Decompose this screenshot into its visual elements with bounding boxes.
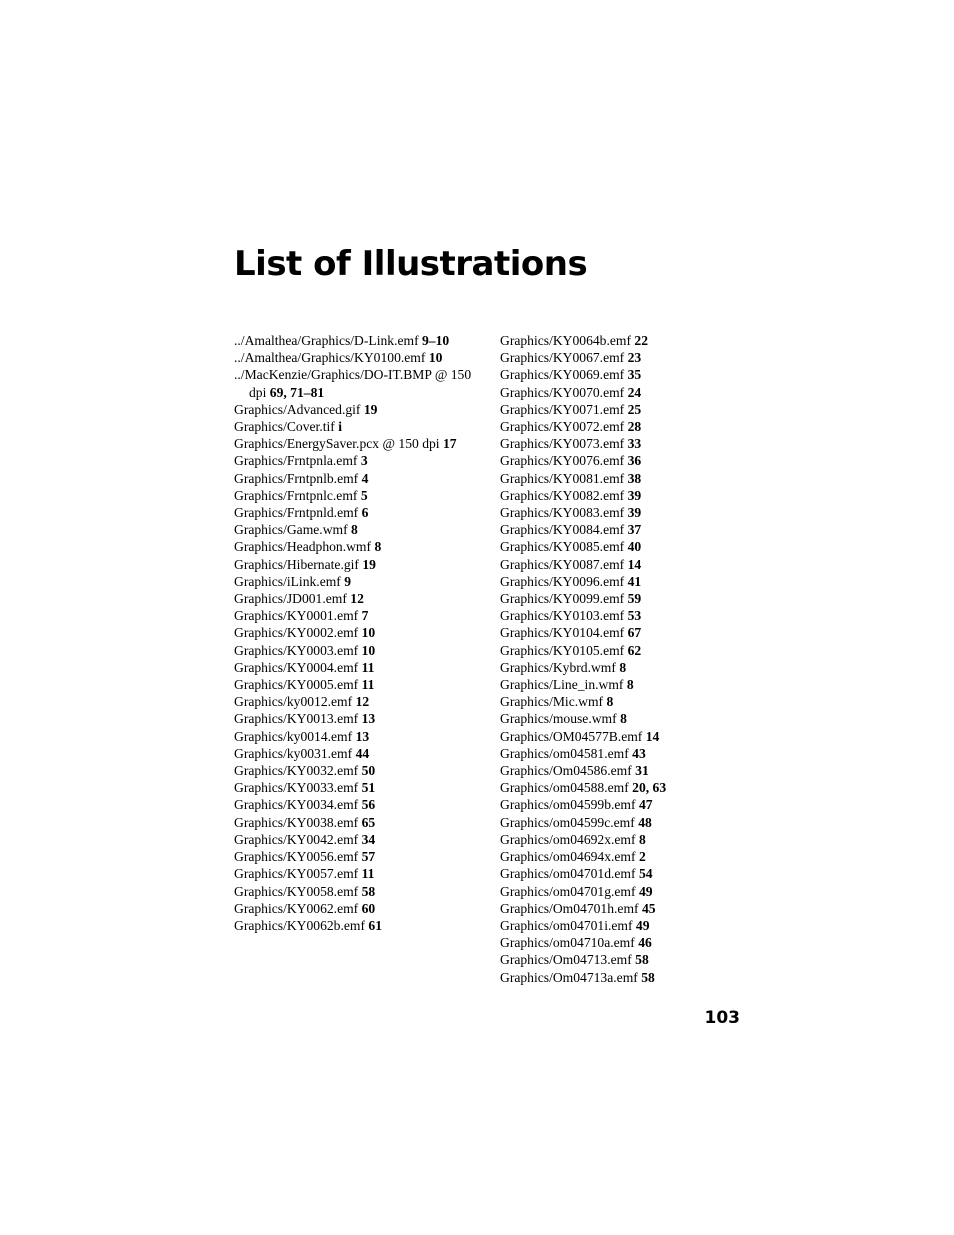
index-entry <box>500 900 740 917</box>
entry-filename: Graphics/om04599c.emf <box>500 814 635 830</box>
entry-page-reference: 48 <box>638 814 652 830</box>
entry-page-reference: 19 <box>362 556 376 572</box>
entry-page-reference: 25 <box>627 401 642 417</box>
entry-page-reference: 58 <box>641 969 655 985</box>
index-entry <box>500 504 740 521</box>
index-entry <box>500 951 740 968</box>
entry-filename: Graphics/KY0057.emf <box>234 866 359 882</box>
entry-filename: Graphics/Kybrd.wmf <box>500 659 616 675</box>
entry-page-reference: 35 <box>627 367 642 383</box>
entry-filename: Graphics/KY0042.emf <box>234 831 359 847</box>
entry-filename: Graphics/EnergySaver.pcx @ 150 dpi <box>234 436 440 452</box>
index-entry <box>500 814 740 831</box>
entry-filename: Graphics/om04701i.emf <box>500 917 633 933</box>
entry-page-reference: 41 <box>627 573 642 589</box>
entry-filename: Graphics/om04701d.emf <box>500 866 636 882</box>
index-entry <box>234 659 484 676</box>
entry-page-reference: 37 <box>627 522 642 538</box>
entry-page-reference: 5 <box>360 487 368 503</box>
entry-page-reference: 40 <box>627 539 642 555</box>
entry-page-reference: 59 <box>627 591 642 607</box>
index-entry <box>234 814 484 831</box>
index-entry <box>234 917 484 934</box>
entry-page-reference: 69, 71–81 <box>269 384 325 400</box>
entry-filename: Graphics/om04588.emf <box>500 780 629 796</box>
entry-page-reference: 10 <box>361 642 376 658</box>
entry-filename: Graphics/KY0087.emf <box>500 556 625 572</box>
entry-filename: Graphics/KY0073.emf <box>500 436 625 452</box>
entry-filename: Graphics/JD001.emf <box>234 591 347 607</box>
entry-filename: Graphics/KY0082.emf <box>500 487 625 503</box>
entry-filename: Graphics/KY0003.emf <box>234 642 359 658</box>
entry-page-reference: 53 <box>627 608 642 624</box>
entry-filename: Graphics/Frntpnld.emf <box>234 505 359 521</box>
index-entry <box>234 418 484 435</box>
index-entry <box>500 642 740 659</box>
index-entry <box>500 607 740 624</box>
entry-page-reference: 13 <box>361 711 376 727</box>
entry-filename: Graphics/KY0001.emf <box>234 608 359 624</box>
entry-page-reference: 8 <box>606 694 614 710</box>
entry-filename: Graphics/KY0058.emf <box>234 883 359 899</box>
index-entry <box>500 418 740 435</box>
entry-page-reference: 24 <box>627 384 642 400</box>
index-entry <box>500 332 740 349</box>
entry-page-reference: 10 <box>361 625 376 641</box>
entry-filename: Graphics/KY0069.emf <box>500 367 625 383</box>
entry-page-reference: 7 <box>361 608 369 624</box>
index-entry <box>500 676 740 693</box>
entry-page-reference: 2 <box>638 849 646 865</box>
entry-page-reference: 47 <box>638 797 653 813</box>
entry-filename: Graphics/KY0062.emf <box>234 900 359 916</box>
index-entry <box>500 969 740 986</box>
index-entry <box>234 401 484 418</box>
entry-page-reference: 19 <box>363 401 378 417</box>
entry-page-reference: 23 <box>627 350 642 366</box>
entry-page-reference: 4 <box>361 470 369 486</box>
index-entry <box>500 728 740 745</box>
entry-filename: Graphics/Headphon.wmf <box>234 539 372 555</box>
entry-filename: Graphics/KY0032.emf <box>234 763 359 779</box>
index-entry <box>234 796 484 813</box>
entry-filename: Graphics/om04692x.emf <box>500 831 636 847</box>
index-entry <box>234 710 484 727</box>
entry-page-reference: 28 <box>627 419 642 435</box>
entry-page-reference: 6 <box>361 505 369 521</box>
entry-filename: Graphics/Frntpnla.emf <box>234 453 358 469</box>
entry-page-reference: 58 <box>361 883 376 899</box>
page-title: List of Illustrations <box>234 244 588 284</box>
entry-filename: Graphics/KY0056.emf <box>234 849 359 865</box>
entry-page-reference: 56 <box>361 797 376 813</box>
index-entry <box>234 693 484 710</box>
entry-filename: Graphics/KY0081.emf <box>500 470 625 486</box>
entry-page-reference: 14 <box>645 728 660 744</box>
entry-page-reference: 8 <box>626 677 634 693</box>
entry-page-reference: 54 <box>638 866 653 882</box>
entry-filename: ../Amalthea/Graphics/D-Link.emf <box>234 333 419 348</box>
index-entry <box>234 900 484 917</box>
entry-page-reference: 11 <box>361 659 375 675</box>
entry-filename: Graphics/KY0034.emf <box>234 797 359 813</box>
index-entry <box>500 470 740 487</box>
entry-filename: Graphics/KY0103.emf <box>500 608 625 624</box>
entry-filename: Graphics/KY0070.emf <box>500 384 625 400</box>
index-entry <box>234 538 484 555</box>
index-entry <box>500 693 740 710</box>
entry-filename: Graphics/KY0033.emf <box>234 780 359 796</box>
entry-filename: Graphics/Hibernate.gif <box>234 556 359 572</box>
index-entry <box>234 831 484 848</box>
index-entry <box>234 487 484 504</box>
entry-filename: Graphics/KY0005.emf <box>234 677 359 693</box>
index-entry <box>500 796 740 813</box>
entry-page-reference: 61 <box>368 917 382 933</box>
entry-filename: Graphics/KY0013.emf <box>234 711 359 727</box>
index-entry <box>500 745 740 762</box>
index-entry <box>234 642 484 659</box>
entry-filename: Graphics/ky0012.emf <box>234 694 353 710</box>
entry-page-reference: 58 <box>635 952 649 968</box>
entry-filename: ../Amalthea/Graphics/KY0100.emf <box>234 350 426 366</box>
entry-filename: Graphics/KY0104.emf <box>500 625 625 641</box>
entry-page-reference: 9–10 <box>422 333 450 348</box>
index-entry <box>234 676 484 693</box>
page-number: 103 <box>704 1008 740 1028</box>
index-entry <box>500 349 740 366</box>
index-entry <box>234 504 484 521</box>
entry-filename: Graphics/OM04577B.emf <box>500 728 643 744</box>
entry-filename: Graphics/Frntpnlc.emf <box>234 487 358 503</box>
entry-page-reference: 8 <box>620 711 627 727</box>
entry-page-reference: 39 <box>627 505 642 521</box>
entry-filename: Graphics/Cover.tif <box>234 419 335 435</box>
index-entry <box>500 366 740 383</box>
entry-page-reference: 62 <box>627 642 642 658</box>
entry-filename: Graphics/mouse.wmf <box>500 711 617 727</box>
entry-filename: Graphics/om04581.emf <box>500 745 629 761</box>
entry-filename: Graphics/KY0004.emf <box>234 659 359 675</box>
index-entry <box>234 366 484 400</box>
entry-page-reference: 51 <box>361 780 376 796</box>
index-column-right <box>500 332 740 986</box>
entry-page-reference: 8 <box>638 831 646 847</box>
entry-page-reference: 11 <box>361 677 375 693</box>
entry-filename: Graphics/ky0014.emf <box>234 728 353 744</box>
entry-page-reference: 22 <box>634 333 648 348</box>
index-entry <box>234 470 484 487</box>
index-entry <box>500 538 740 555</box>
entry-page-reference: 49 <box>638 883 653 899</box>
entry-filename: Graphics/KY0084.emf <box>500 522 625 538</box>
entry-filename: Graphics/om04694x.emf <box>500 849 636 865</box>
entry-filename: Graphics/om04701g.emf <box>500 883 636 899</box>
index-entry <box>234 590 484 607</box>
entry-page-reference: 60 <box>361 900 376 916</box>
entry-filename: Graphics/KY0064b.emf <box>500 333 631 348</box>
index-entry <box>234 349 484 366</box>
entry-filename: Graphics/KY0083.emf <box>500 505 625 521</box>
entry-filename: Graphics/KY0072.emf <box>500 419 625 435</box>
entry-page-reference: 33 <box>627 436 642 452</box>
index-entry <box>500 435 740 452</box>
index-entry <box>500 487 740 504</box>
entry-filename: Graphics/Om04713a.emf <box>500 969 638 985</box>
entry-filename: Graphics/KY0038.emf <box>234 814 359 830</box>
entry-page-reference: 36 <box>627 453 642 469</box>
entry-filename: ../MacKenzie/Graphics/DO-IT.BMP @ 150 dpi <box>234 367 472 400</box>
entry-page-reference: 45 <box>641 900 656 916</box>
entry-page-reference: 10 <box>428 350 443 366</box>
entry-page-reference: 8 <box>619 659 627 675</box>
entry-page-reference: 3 <box>360 453 368 469</box>
entry-filename: Graphics/KY0096.emf <box>500 573 625 589</box>
entry-page-reference: 50 <box>361 763 376 779</box>
entry-filename: Graphics/ky0031.emf <box>234 745 353 761</box>
index-entry <box>234 556 484 573</box>
entry-page-reference: 12 <box>355 694 370 710</box>
entry-page-reference: 31 <box>635 763 649 779</box>
index-entry <box>234 745 484 762</box>
entry-filename: Graphics/KY0085.emf <box>500 539 625 555</box>
index-entry <box>500 917 740 934</box>
index-entry <box>234 452 484 469</box>
index-column-left <box>234 332 484 934</box>
entry-filename: Graphics/KY0076.emf <box>500 453 625 469</box>
entry-filename: Graphics/Advanced.gif <box>234 401 361 417</box>
entry-filename: Graphics/Line_in.wmf <box>500 677 624 693</box>
entry-page-reference: 43 <box>632 745 646 761</box>
index-entry <box>500 521 740 538</box>
entry-page-reference: 8 <box>374 539 382 555</box>
index-entry <box>500 590 740 607</box>
entry-filename: Graphics/Game.wmf <box>234 522 348 538</box>
entry-filename: Graphics/Mic.wmf <box>500 694 604 710</box>
index-entry <box>500 865 740 882</box>
index-entry <box>500 624 740 641</box>
entry-filename: Graphics/KY0099.emf <box>500 591 625 607</box>
entry-page-reference: 65 <box>361 814 376 830</box>
entry-filename: Graphics/KY0105.emf <box>500 642 625 658</box>
index-entry <box>234 573 484 590</box>
entry-filename: Graphics/Om04701h.emf <box>500 900 639 916</box>
entry-filename: Graphics/Om04586.emf <box>500 763 632 779</box>
entry-page-reference: 38 <box>627 470 642 486</box>
entry-filename: Graphics/iLink.emf <box>234 573 341 589</box>
entry-page-reference: 39 <box>627 487 642 503</box>
entry-page-reference: 17 <box>442 436 457 452</box>
index-entry <box>500 384 740 401</box>
index-entry <box>500 883 740 900</box>
index-entry <box>500 659 740 676</box>
index-entry <box>500 556 740 573</box>
index-entry <box>500 934 740 951</box>
entry-page-reference: 34 <box>361 831 376 847</box>
entry-page-reference: 46 <box>638 935 652 951</box>
index-entry <box>234 848 484 865</box>
index-entry <box>500 848 740 865</box>
entry-filename: Graphics/KY0062b.emf <box>234 917 365 933</box>
index-entry <box>500 831 740 848</box>
index-entry <box>234 728 484 745</box>
entry-filename: Graphics/KY0002.emf <box>234 625 359 641</box>
index-entry <box>234 332 484 349</box>
entry-filename: Graphics/Frntpnlb.emf <box>234 470 359 486</box>
entry-filename: Graphics/Om04713.emf <box>500 952 632 968</box>
index-entry <box>234 521 484 538</box>
entry-page-reference: 9 <box>344 573 352 589</box>
index-entry <box>234 883 484 900</box>
entry-page-reference: 12 <box>350 591 364 607</box>
index-entry <box>234 865 484 882</box>
entry-filename: Graphics/KY0071.emf <box>500 401 625 417</box>
index-entry <box>500 762 740 779</box>
entry-page-reference: 20, 63 <box>632 780 667 796</box>
index-entry <box>500 452 740 469</box>
index-entry <box>234 607 484 624</box>
entry-page-reference: 13 <box>355 728 370 744</box>
entry-page-reference: 11 <box>361 866 375 882</box>
index-entry <box>234 779 484 796</box>
entry-page-reference: 8 <box>351 522 358 538</box>
index-entry <box>500 779 740 796</box>
entry-page-reference: 57 <box>361 849 376 865</box>
index-entry <box>234 762 484 779</box>
index-entry <box>500 573 740 590</box>
index-entry <box>500 710 740 727</box>
entry-page-reference: 49 <box>635 917 650 933</box>
entry-page-reference: 44 <box>355 745 370 761</box>
entry-page-reference: i <box>338 419 342 435</box>
entry-page-reference: 14 <box>627 556 642 572</box>
entry-filename: Graphics/om04710a.emf <box>500 935 635 951</box>
entry-filename: Graphics/KY0067.emf <box>500 350 625 366</box>
index-entry <box>234 624 484 641</box>
entry-page-reference: 67 <box>627 625 642 641</box>
entry-filename: Graphics/om04599b.emf <box>500 797 636 813</box>
index-entry <box>234 435 484 452</box>
index-entry <box>500 401 740 418</box>
